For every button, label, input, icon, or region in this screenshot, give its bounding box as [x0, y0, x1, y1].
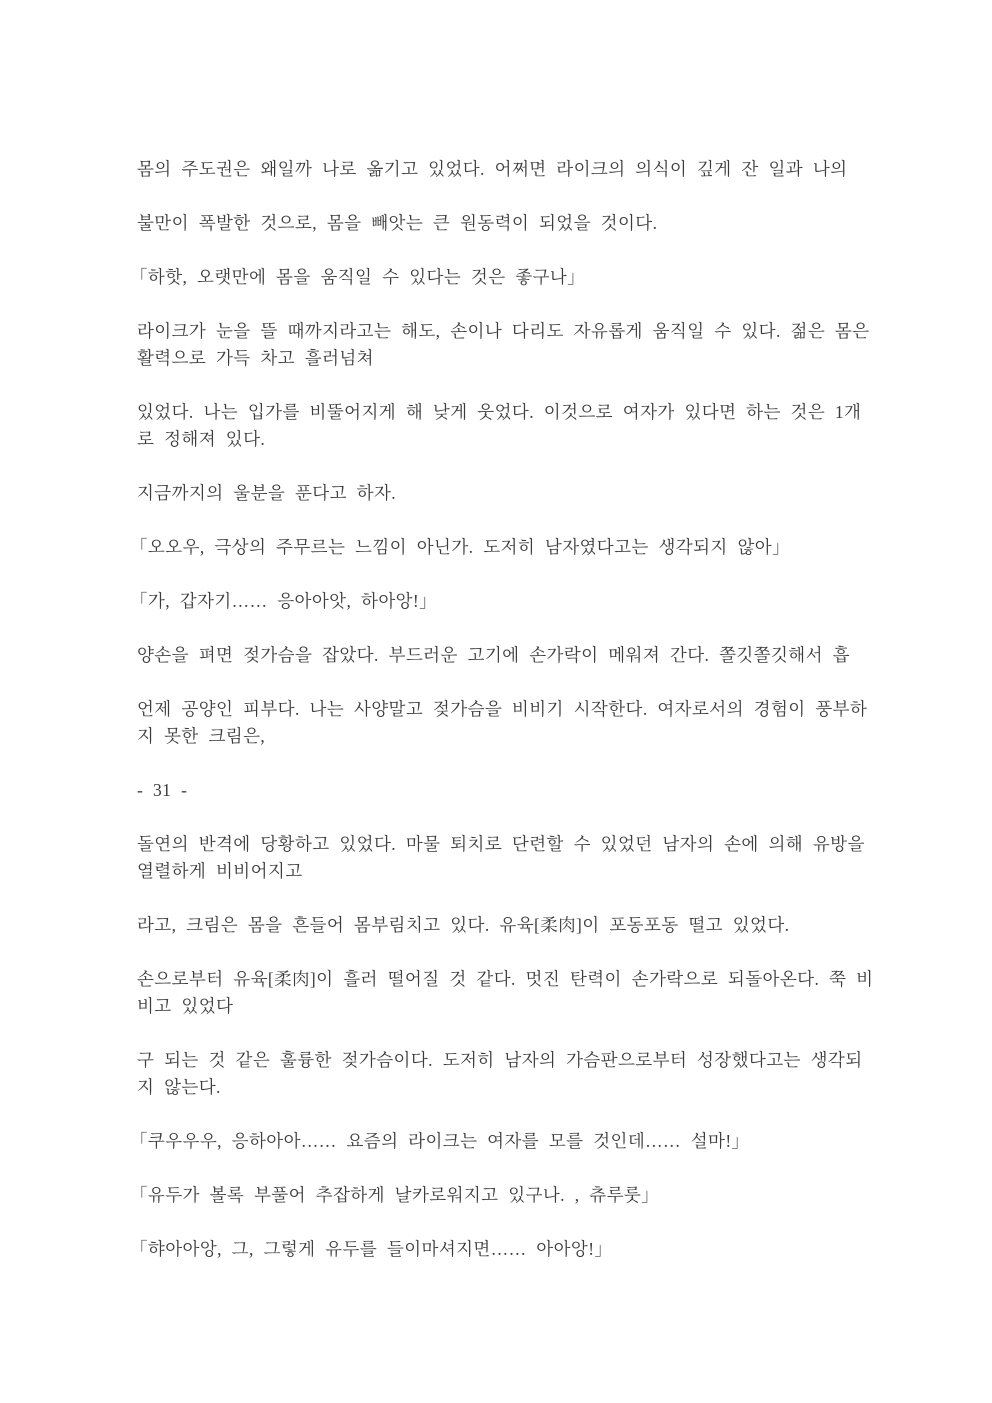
- dialogue-line: 「유두가 볼록 부풀어 추잡하게 날카로워지고 있구나. , 츄루룻」: [130, 1185, 660, 1205]
- paragraph: 구 되는 것 같은 훌륭한 젖가슴이다. 도저히 남자의 가슴판으로부터 성장했다고는 생각되지 않는다.: [137, 1050, 863, 1097]
- paragraph: 몸의 주도권은 왜일까 나로 옮기고 있었다. 어쩌면 라이크의 의식이 깊게 잔 일과 나의: [137, 159, 848, 179]
- dialogue-line: 「가, 갑자기…… 응아아앗, 하아앙!」: [130, 591, 438, 611]
- paragraph: 불만이 폭발한 것으로, 몸을 빼앗는 큰 원동력이 되었을 것이다.: [137, 213, 658, 233]
- paragraph: 지금까지의 울분을 푼다고 하자.: [137, 483, 397, 503]
- dialogue-line: 「쿠우우우, 응하아아…… 요즘의 라이크는 여자를 모를 것인데…… 설마!」: [130, 1131, 750, 1151]
- paragraph: 양손을 펴면 젖가슴을 잡았다. 부드러운 고기에 손가락이 메워져 간다. 쫄깃쫄깃해서 흡: [137, 645, 850, 665]
- paragraph: 있었다. 나는 입가를 비뚤어지게 해 낮게 웃었다. 이것으로 여자가 있다면 하는 것은 1개로 정해져 있다.: [137, 402, 862, 449]
- paragraph: 라고, 크림은 몸을 흔들어 몸부림치고 있다. 유육[柔肉]이 포동포동 떨고 있었다.: [137, 915, 790, 935]
- dialogue-line: 「오오우, 극상의 주무르는 느낌이 아닌가. 도저히 남자였다고는 생각되지 않아」: [130, 537, 791, 557]
- dialogue-line: 「하핫, 오랫만에 몸을 움직일 수 있다는 것은 좋구나」: [130, 267, 586, 287]
- dialogue-line: 「햐아아앙, 그, 그렇게 유두를 들이마셔지면…… 아아앙!」: [130, 1239, 613, 1259]
- paragraph: 돌연의 반격에 당황하고 있었다. 마물 퇴치로 단련할 수 있었던 남자의 손에 의해 유방을 열렬하게 비비어지고: [137, 834, 865, 881]
- paragraph: 손으로부터 유육[柔肉]이 흘러 떨어질 것 같다. 멋진 탄력이 손가락으로 되돌아온다. 쭉 비비고 있었다: [137, 969, 874, 1016]
- paragraph: 언제 공양인 피부다. 나는 사양말고 젖가슴을 비비기 시작한다. 여자로서의 경험이 풍부하지 못한 크림은,: [137, 699, 868, 746]
- page-number: - 31 -: [137, 780, 188, 800]
- paragraph: 라이크가 눈을 뜰 때까지라고는 해도, 손이나 다리도 자유롭게 움직일 수 있다. 젊은 몸은 활력으로 가득 차고 흘러넘쳐: [137, 321, 870, 368]
